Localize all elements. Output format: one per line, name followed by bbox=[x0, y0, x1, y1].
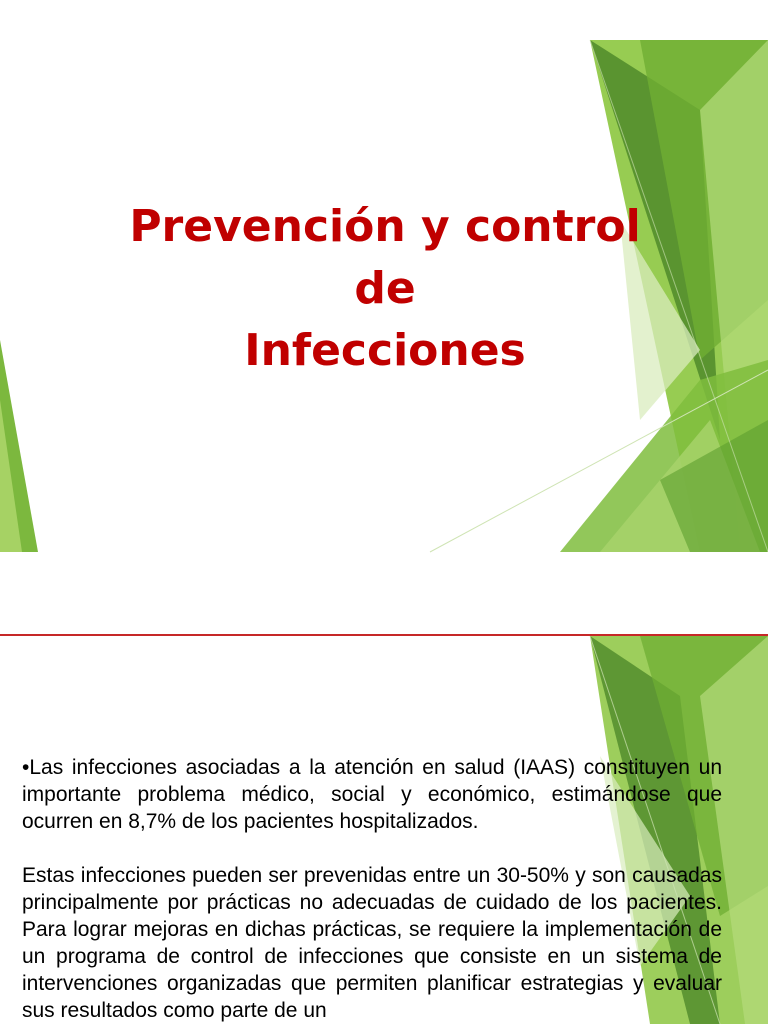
title-line-3: Infecciones bbox=[244, 325, 526, 376]
title-line-1: Prevención y control bbox=[129, 201, 641, 252]
slide-title-text bbox=[120, 196, 650, 382]
title-line-2: de bbox=[354, 263, 416, 314]
slide-content bbox=[0, 636, 768, 1024]
paragraph-1: •Las infecciones asociadas a la atención en salud (IAAS) constituyen un importante problema médico, social y económico, estimándose que ocurren en 8,7% de los pacientes hospitalizados. bbox=[22, 756, 722, 833]
paragraph-2: Estas infecciones pueden ser prevenidas entre un 30-50% y son causadas principalmente por prácticas no adecuadas de cuidado de los pacientes. Para lograr mejoras en dichas prácticas, se requiere la implementación de un programa de control de infecciones que consiste en un sistema de intervenciones organizadas que permiten planificar estrategias y evaluar sus resultados como parte de un bbox=[22, 864, 722, 1022]
body-text bbox=[22, 754, 722, 1024]
